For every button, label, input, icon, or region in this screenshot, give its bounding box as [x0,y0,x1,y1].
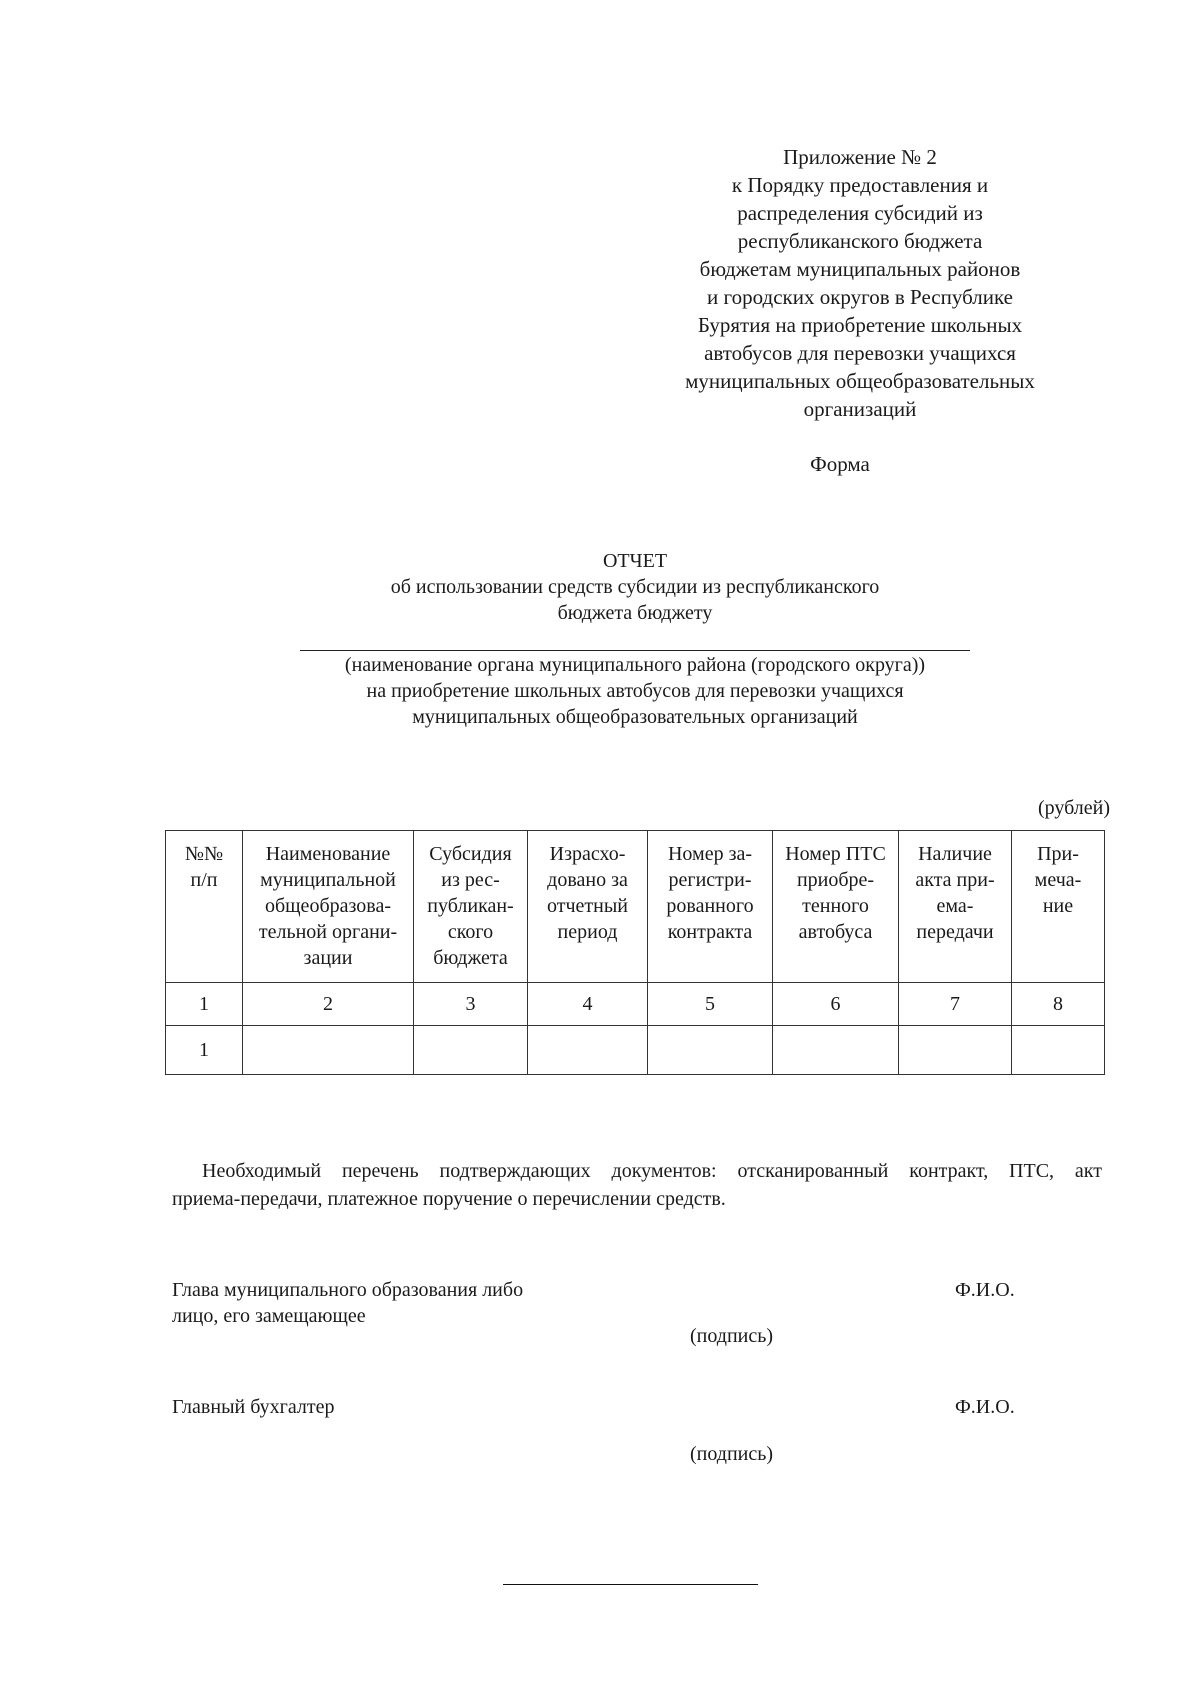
header-cell: Наличие акта при- ема- передачи [899,831,1012,983]
head-role-label: Глава муниципального образования либо [172,1279,524,1301]
table-cell: 1 [166,1026,243,1075]
report-subtitle-block [270,652,1000,730]
report-title: ОТЧЕТ [602,550,668,572]
table-cell [648,1026,773,1075]
appendix-line: бюджетам муниципальных районов [699,257,1021,281]
head-signature-hint: (подпись) [690,1325,774,1347]
appendix-line: автобусов для перевозки учащихся [704,341,1016,365]
appendix-line: к Порядку предоставления и [731,173,989,197]
appendix-line: Бурятия на приобретение школьных [697,313,1023,337]
note-line: приема-передачи, платежное поручение о перечислении средств. [172,1188,726,1210]
header-cell: Номер ПТС приобре- тенного автобуса [773,831,899,983]
table-cell [243,1026,414,1075]
organization-name-hint: (наименование органа муниципального района (городского округа)) [344,654,926,676]
head-role-label: лицо, его замещающее [172,1305,366,1327]
organization-name-line [300,650,970,651]
header-cell: Израсхо- довано за отчетный период [528,831,648,983]
appendix-line: организаций [803,397,917,421]
end-divider [503,1584,758,1585]
table-header-row [166,831,1105,983]
report-purpose-line: на приобретение школьных автобусов для перевозки учащихся [366,680,904,702]
appendix-line: и городских округов в Республике [707,285,1013,309]
accountant-signature-hint: (подпись) [690,1443,774,1465]
appendix-line: республиканского бюджета [737,229,983,253]
accountant-role-label: Главный бухгалтер [172,1396,335,1418]
column-number-cell: 3 [414,983,528,1026]
column-number-row [166,983,1105,1026]
column-number-cell: 2 [243,983,414,1026]
column-number-cell: 8 [1012,983,1105,1026]
form-label: Форма [810,452,870,476]
appendix-header [620,143,1100,423]
header-cell: При- меча- ние [1012,831,1105,983]
appendix-line: распределения субсидий из [737,201,983,225]
head-fio-label: Ф.И.О. [955,1279,1015,1301]
required-documents-note [172,1157,1102,1213]
table-cell [1012,1026,1105,1075]
column-number-cell: 6 [773,983,899,1026]
header-cell: Субсидия из рес- публикан- ского бюджета [414,831,528,983]
header-cell: Номер за- регистри- рованного контракта [648,831,773,983]
column-number-cell: 5 [648,983,773,1026]
report-table [165,830,1105,1075]
header-cell: Наименование муниципальной общеобразова- тельной органи- зации [243,831,414,983]
appendix-line: Приложение № 2 [783,145,937,169]
accountant-fio-label: Ф.И.О. [955,1396,1015,1418]
units-label: (рублей) [1037,797,1110,819]
report-title-block [300,548,970,626]
column-number-cell: 7 [899,983,1012,1026]
report-title-line: бюджета бюджету [557,602,713,624]
table-cell [773,1026,899,1075]
table-cell [414,1026,528,1075]
column-number-cell: 4 [528,983,648,1026]
table-row [166,1026,1105,1075]
note-line: Необходимый перечень подтверждающих документов: отсканированный контракт, ПТС, акт [202,1160,1102,1182]
table-cell [528,1026,648,1075]
report-title-line: об использовании средств субсидии из республиканского [390,576,880,598]
header-cell: №№ п/п [166,831,243,983]
appendix-line: муниципальных общеобразовательных [685,369,1035,393]
table-cell [899,1026,1012,1075]
column-number-cell: 1 [166,983,243,1026]
report-purpose-line: муниципальных общеобразовательных организаций [412,706,858,728]
